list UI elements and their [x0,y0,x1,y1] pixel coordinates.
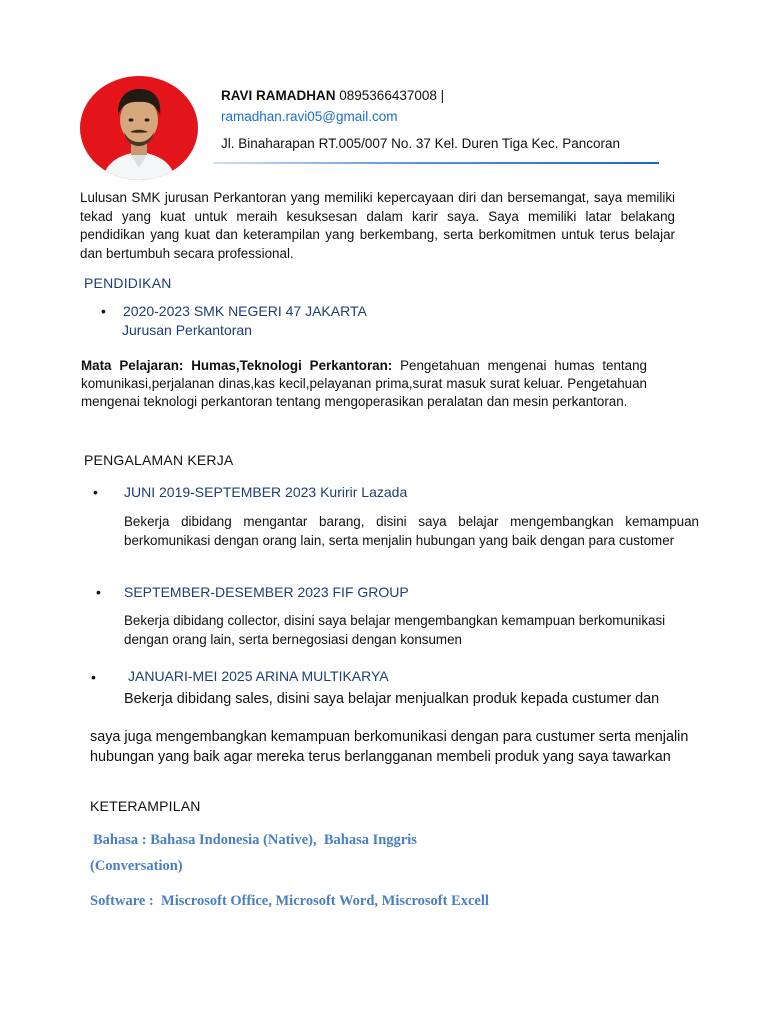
job-description: Bekerja dibidang mengantar barang, disini saya belajar mengembangkan kemampuan berkomunikasi dengan orang lain, serta menjalin hubungan yang baik dengan para customer [124,514,699,548]
phone-number: 0895366437008 [339,88,437,103]
job-description: Bekerja dibidang collector, disini saya belajar mengembangkan kemampuan berkomunikasi dengan orang lain, serta bernegosiasi dengan konsumen [124,613,666,647]
education-entry-title: 2020-2023 SMK NEGERI 47 JAKARTA [123,303,367,319]
summary-paragraph: Lulusan SMK jurusan Perkantoran yang memiliki kepercayaan diri dan bersemangat, saya memiliki tekad yang kuat untuk meraih kesuksesan dalam karir saya. Saya memiliki latar belakang pendidikan yang kuat dan keterampilan yang berkembang, serta berkomitmen untuk terus belajar dan bertumbuh secara professional. [80,190,675,261]
language-label: Bahasa : [93,832,147,848]
name-phone-line [221,88,444,103]
bullet: • [96,584,101,600]
subjects-paragraph [81,357,647,412]
job-title: JANUARI-MEI 2025 ARINA MULTIKARYA [128,668,389,684]
language-value-continued: (Conversation) [90,858,183,874]
education-major: Jurusan Perkantoran [122,322,252,338]
software-skills [90,893,489,910]
education-heading: PENDIDIKAN [84,275,172,291]
language-skills [93,832,417,849]
language-value: Bahasa Indonesia (Native), Bahasa Inggris [150,832,417,848]
software-value: Miscrosoft Office, Microsoft Word, Miscrosoft Excell [161,893,489,909]
bullet: • [101,303,106,319]
skills-heading: KETERAMPILAN [90,798,201,814]
header-divider [213,162,659,164]
bullet: • [93,484,98,500]
job-description-continued: saya juga mengembangkan kemampuan berkomunikasi dengan para custumer serta menjalin hubungan yang baik agar mereka terus berlangganan membeli produk yang saya tawarkan [90,729,689,765]
full-name: RAVI RAMADHAN [221,88,336,103]
separator: | [440,88,445,103]
address: Jl. Binaharapan RT.005/007 No. 37 Kel. Duren Tiga Kec. Pancoran [221,136,621,151]
email-link[interactable]: ramadhan.ravi05@gmail.com [221,109,398,124]
subjects-text: Pengetahuan mengenai humas tentang komunikasi,perjalanan dinas,kas kecil,pelayanan prima,surat masuk surat keluar. Pengetahuan mengenai teknologi perkantoran tentang mengoperasikan peralatan dan mesin perkantoran. [81,358,647,410]
person-portrait-icon [80,76,198,180]
job-title: JUNI 2019-SEPTEMBER 2023 Kuririr Lazada [124,484,408,500]
software-label: Software : [90,893,154,909]
job-description: Bekerja dibidang sales, disini saya belajar menjualkan produk kepada custumer dan [124,691,660,707]
experience-heading: PENGALAMAN KERJA [84,452,234,468]
profile-photo [80,76,198,180]
job-title: SEPTEMBER-DESEMBER 2023 FIF GROUP [124,584,409,600]
bullet: • [91,669,96,685]
subjects-label: Mata Pelajaran: Humas,Teknologi Perkantoran: [81,358,393,373]
